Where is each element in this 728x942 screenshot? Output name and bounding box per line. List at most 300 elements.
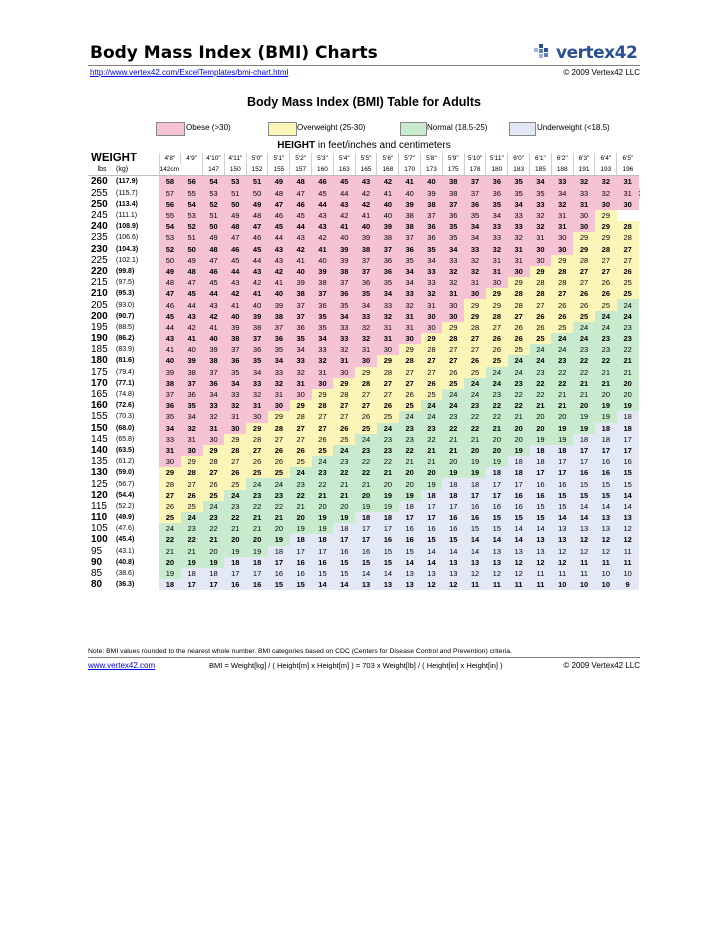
height-cm-cell: 193 <box>595 164 617 176</box>
bmi-cell: 19 <box>464 456 486 467</box>
weight-lbs: 215 <box>91 277 108 289</box>
bmi-cell: 13 <box>573 523 595 534</box>
bmi-cell: 17 <box>246 568 268 579</box>
bmi-cell: 17 <box>290 546 312 557</box>
bmi-cell: 32 <box>246 389 268 400</box>
bmi-cell: 21 <box>573 378 595 389</box>
bmi-cell: 37 <box>312 288 334 299</box>
bmi-cell: 21 <box>377 467 399 478</box>
bmi-cell: 15 <box>530 512 552 523</box>
weight-kg: (102.1) <box>116 256 139 264</box>
bmi-cell: 16 <box>595 467 617 478</box>
bmi-cell: 12 <box>508 557 530 568</box>
bmi-cell: 36 <box>486 188 508 199</box>
bmi-cell: 12 <box>551 557 573 568</box>
bmi-cell: 31 <box>421 299 443 310</box>
bmi-cell: 15 <box>333 557 355 568</box>
weight-lbs: 85 <box>91 568 103 580</box>
bmi-cell: 36 <box>312 299 334 310</box>
weight-lbs: 125 <box>91 478 108 490</box>
bmi-cell: 49 <box>181 255 203 266</box>
bmi-cell: 31 <box>355 344 377 355</box>
bmi-cell: 28 <box>486 311 508 322</box>
bmi-cell: 32 <box>377 311 399 322</box>
bmi-cell: 17 <box>486 478 508 489</box>
bmi-cell: 14 <box>421 546 443 557</box>
weight-lbs: 195 <box>91 321 108 333</box>
bmi-cell: 36 <box>377 255 399 266</box>
weight-lbs: 190 <box>91 333 108 345</box>
weight-lbs: 95 <box>91 545 103 557</box>
bmi-cell: 20 <box>268 523 290 534</box>
bmi-cell: 27 <box>203 467 225 478</box>
height-title-bold: HEIGHT <box>277 140 316 151</box>
bmi-cell: 31 <box>508 255 530 266</box>
bmi-cell: 12 <box>617 523 639 534</box>
bmi-cell: 15 <box>290 579 312 590</box>
bmi-cell: 19 <box>355 501 377 512</box>
bmi-cell: 24 <box>333 445 355 456</box>
bmi-cell: 27 <box>290 423 312 434</box>
bmi-cell: 49 <box>268 176 290 188</box>
bmi-cell: 12 <box>595 546 617 557</box>
bmi-cell: 40 <box>333 232 355 243</box>
bmi-cell: 18 <box>595 423 617 434</box>
bmi-cell: 19 <box>333 512 355 523</box>
bmi-cell: 14 <box>399 557 421 568</box>
bmi-cell: 34 <box>290 344 312 355</box>
height-cm-cell: 165 <box>355 164 377 176</box>
bmi-cell: 30 <box>530 255 552 266</box>
bmi-cell: 21 <box>421 456 443 467</box>
bmi-cell: 27 <box>573 266 595 277</box>
bmi-cell: 48 <box>203 244 225 255</box>
bmi-cell: 13 <box>377 579 399 590</box>
bmi-cell: 46 <box>246 232 268 243</box>
bmi-cell: 25 <box>377 411 399 422</box>
bmi-cell: 18 <box>573 434 595 445</box>
bmi-cell: 15 <box>442 534 464 545</box>
bmi-cell: 17 <box>181 579 203 590</box>
bmi-cell: 33 <box>421 266 443 277</box>
bmi-cell: 50 <box>224 199 246 210</box>
weight-lbs: 170 <box>91 377 108 389</box>
bmi-cell: 19 <box>312 512 334 523</box>
bmi-cell: 28 <box>312 400 334 411</box>
bmi-cell: 29 <box>595 232 617 243</box>
bmi-cell: 38 <box>355 244 377 255</box>
bmi-cell: 12 <box>617 534 639 545</box>
bmi-cell: 37 <box>203 367 225 378</box>
bmi-cell: 34 <box>551 188 573 199</box>
weight-title: WEIGHT <box>91 153 137 165</box>
bmi-cell: 37 <box>355 266 377 277</box>
bmi-cell: 23 <box>595 344 617 355</box>
bmi-cell: 48 <box>268 188 290 199</box>
height-cm-cell: 152 <box>246 164 268 176</box>
table-row <box>88 523 639 534</box>
weight-kg: (59.0) <box>116 469 135 477</box>
height-cm-cell: 173 <box>421 164 443 176</box>
bmi-cell: 24 <box>573 333 595 344</box>
bmi-cell: 26 <box>573 288 595 299</box>
bmi-cell: 29 <box>181 456 203 467</box>
bmi-cell: 14 <box>464 534 486 545</box>
bmi-cell: 27 <box>312 423 334 434</box>
bmi-cell: 14 <box>508 534 530 545</box>
bmi-cell: 19 <box>551 434 573 445</box>
weight-kg: (49.9) <box>116 514 135 522</box>
bmi-cell: 25 <box>290 456 312 467</box>
bmi-cell: 50 <box>181 244 203 255</box>
bmi-cell: 48 <box>290 176 312 188</box>
weight-kg: (72.6) <box>116 402 135 410</box>
bmi-cell: 14 <box>442 546 464 557</box>
bmi-cell: 40 <box>421 176 443 188</box>
bmi-cell: 50 <box>159 255 181 266</box>
bmi-cell: 26 <box>246 456 268 467</box>
weight-kg: (68.0) <box>116 424 135 432</box>
bmi-cell: 35 <box>442 232 464 243</box>
bmi-cell: 33 <box>442 255 464 266</box>
bmi-cell: 16 <box>508 501 530 512</box>
bmi-cell: 35 <box>312 322 334 333</box>
bmi-cell: 42 <box>224 288 246 299</box>
bmi-cell: 27 <box>530 299 552 310</box>
weight-lbs: 80 <box>91 579 103 591</box>
weight-lbs: 110 <box>91 512 108 524</box>
bmi-cell: 30 <box>399 333 421 344</box>
height-cm-cell: 150 <box>224 164 246 176</box>
bmi-cell: 19 <box>203 557 225 568</box>
height-ft-cell: 5'0" <box>246 153 268 164</box>
bmi-cell: 37 <box>377 244 399 255</box>
bmi-cell: 26 <box>159 501 181 512</box>
bmi-cell: 12 <box>573 534 595 545</box>
bmi-cell: 13 <box>399 579 421 590</box>
bmi-cell: 46 <box>312 176 334 188</box>
bmi-cell: 26 <box>530 311 552 322</box>
bmi-cell: 17 <box>399 512 421 523</box>
bmi-cell: 10 <box>595 568 617 579</box>
bmi-cell: 33 <box>486 221 508 232</box>
bmi-cell: 17 <box>617 445 639 456</box>
bmi-cell: 32 <box>290 367 312 378</box>
bmi-cell: 28 <box>573 255 595 266</box>
table-row <box>88 355 639 366</box>
weight-kg: (52.2) <box>116 502 135 510</box>
bmi-cell: 19 <box>464 467 486 478</box>
bmi-cell: 25 <box>159 512 181 523</box>
bmi-cell: 41 <box>159 344 181 355</box>
height-ft-cell: 5'7" <box>399 153 421 164</box>
bmi-cell: 24 <box>181 512 203 523</box>
bmi-cell: 43 <box>312 210 334 221</box>
bmi-cell: 28 <box>508 299 530 310</box>
bmi-cell: 27 <box>355 400 377 411</box>
bmi-cell: 18 <box>486 467 508 478</box>
lbs-header: lbs <box>88 164 116 176</box>
height-cm-cell: 142cm <box>159 164 203 176</box>
bmi-cell: 34 <box>464 232 486 243</box>
bmi-cell: 21 <box>268 512 290 523</box>
bmi-cell: 14 <box>617 490 639 501</box>
bmi-cell: 16 <box>442 512 464 523</box>
bmi-cell: 35 <box>268 344 290 355</box>
bmi-cell: 27 <box>377 389 399 400</box>
bmi-cell: 48 <box>159 277 181 288</box>
bmi-cell: 10 <box>573 579 595 590</box>
bmi-cell: 13 <box>464 557 486 568</box>
bmi-cell: 23 <box>508 378 530 389</box>
height-ft-cell: 5'1" <box>268 153 290 164</box>
bmi-cell: 12 <box>421 579 443 590</box>
legend <box>88 122 640 136</box>
bmi-cell: 27 <box>464 344 486 355</box>
bmi-cell: 26 <box>551 299 573 310</box>
bmi-cell: 14 <box>617 501 639 512</box>
bmi-cell: 41 <box>203 322 225 333</box>
bmi-cell: 42 <box>290 244 312 255</box>
bmi-cell: 45 <box>181 288 203 299</box>
bmi-cell: 38 <box>290 288 312 299</box>
bmi-cell: 18 <box>377 512 399 523</box>
bmi-cell: 27 <box>159 490 181 501</box>
bmi-cell: 32 <box>399 299 421 310</box>
bmi-cell: 22 <box>595 355 617 366</box>
bmi-cell: 18 <box>442 478 464 489</box>
bmi-cell: 37 <box>464 176 486 188</box>
bmi-cell: 30 <box>551 244 573 255</box>
bmi-cell: 34 <box>355 299 377 310</box>
bmi-cell: 36 <box>399 244 421 255</box>
bmi-cell: 24 <box>595 322 617 333</box>
bmi-cell: 21 <box>290 501 312 512</box>
bmi-cell: 33 <box>246 378 268 389</box>
bmi-cell: 11 <box>595 557 617 568</box>
bmi-cell: 19 <box>442 467 464 478</box>
bmi-cell: 26 <box>333 423 355 434</box>
bmi-cell: 13 <box>442 557 464 568</box>
bmi-cell: 42 <box>268 266 290 277</box>
table-row <box>88 557 639 568</box>
bmi-cell: 31 <box>290 378 312 389</box>
bmi-cell: 25 <box>399 400 421 411</box>
bmi-cell: 13 <box>530 546 552 557</box>
bmi-cell: 28 <box>530 277 552 288</box>
bmi-cell: 33 <box>268 367 290 378</box>
bmi-cell: 24 <box>203 501 225 512</box>
bmi-cell: 12 <box>595 534 617 545</box>
bmi-cell: 23 <box>224 501 246 512</box>
bmi-cell: 48 <box>246 210 268 221</box>
bmi-cell: 30 <box>268 400 290 411</box>
bmi-cell: 19 <box>224 546 246 557</box>
bmi-cell: 26 <box>312 434 334 445</box>
footer-link[interactable]: www.vertex42.com <box>88 661 156 670</box>
bmi-cell: 16 <box>268 568 290 579</box>
bmi-cell: 11 <box>530 579 552 590</box>
bmi-cell: 22 <box>486 411 508 422</box>
bmi-cell: 51 <box>181 232 203 243</box>
bmi-cell: 22 <box>377 456 399 467</box>
table-row <box>88 423 639 434</box>
bmi-cell: 21 <box>333 490 355 501</box>
bmi-cell: 21 <box>399 456 421 467</box>
bmi-cell: 35 <box>508 188 530 199</box>
weight-lbs: 145 <box>91 433 108 445</box>
weight-lbs: 225 <box>91 254 108 266</box>
bmi-cell: 53 <box>159 232 181 243</box>
bmi-cell: 30 <box>530 244 552 255</box>
bmi-cell: 28 <box>464 322 486 333</box>
height-ft-cell: 6'2" <box>551 153 573 164</box>
bmi-cell: 36 <box>246 344 268 355</box>
header-link[interactable]: http://www.vertex42.com/ExcelTemplates/bmi-chart.html <box>90 68 289 77</box>
bmi-cell: 44 <box>159 322 181 333</box>
weight-lbs: 255 <box>91 187 108 199</box>
bmi-cell: 29 <box>486 288 508 299</box>
bmi-cell: 22 <box>203 523 225 534</box>
bmi-cell: 31 <box>442 288 464 299</box>
bmi-cell: 30 <box>486 277 508 288</box>
bmi-cell: 27 <box>268 434 290 445</box>
vertex42-logo-icon <box>532 42 554 64</box>
bmi-cell: 29 <box>290 400 312 411</box>
legend-swatch-underweight <box>509 122 536 136</box>
bmi-cell: 34 <box>333 311 355 322</box>
weight-kg: (93.0) <box>116 301 135 309</box>
bmi-cell: 29 <box>312 389 334 400</box>
bmi-cell: 31 <box>224 411 246 422</box>
bmi-cell: 29 <box>355 367 377 378</box>
bmi-cell: 27 <box>573 277 595 288</box>
bmi-cell: 19 <box>551 423 573 434</box>
bmi-cell: 21 <box>573 389 595 400</box>
bmi-cell: 29 <box>246 423 268 434</box>
bmi-cell: 15 <box>595 478 617 489</box>
bmi-cell: 43 <box>312 221 334 232</box>
bmi-cell: 28 <box>442 333 464 344</box>
bmi-cell: 39 <box>290 277 312 288</box>
bmi-cell: 20 <box>224 534 246 545</box>
bmi-cell: 35 <box>290 333 312 344</box>
bmi-cell: 22 <box>159 534 181 545</box>
bmi-cell: 23 <box>617 322 639 333</box>
bmi-cell: 22 <box>486 400 508 411</box>
bmi-cell: 22 <box>530 389 552 400</box>
bmi-cell: 32 <box>464 255 486 266</box>
bmi-cell: 45 <box>290 210 312 221</box>
footer-divider <box>88 657 640 658</box>
bmi-cell: 41 <box>355 210 377 221</box>
bmi-cell: 38 <box>181 367 203 378</box>
bmi-cell: 31 <box>203 423 225 434</box>
table-row <box>88 400 639 411</box>
bmi-cell: 34 <box>246 367 268 378</box>
bmi-cell: 17 <box>551 467 573 478</box>
bmi-cell: 11 <box>573 568 595 579</box>
bmi-cell: 30 <box>617 199 639 210</box>
table-row <box>88 221 639 232</box>
bmi-cell: 27 <box>617 244 639 255</box>
bmi-cell: 13 <box>595 523 617 534</box>
weight-lbs: 205 <box>91 299 108 311</box>
weight-kg: (74.8) <box>116 391 135 399</box>
bmi-cell: 30 <box>421 322 443 333</box>
bmi-cell: 24 <box>355 434 377 445</box>
legend-swatch-normal <box>400 122 427 136</box>
bmi-cell: 35 <box>181 400 203 411</box>
bmi-cell: 43 <box>246 266 268 277</box>
bmi-cell: 32 <box>530 210 552 221</box>
footer-copyright: © 2009 Vertex42 LLC <box>563 661 640 670</box>
bmi-cell: 33 <box>159 434 181 445</box>
bmi-cell: 23 <box>312 467 334 478</box>
bmi-cell: 39 <box>421 188 443 199</box>
height-title <box>88 140 640 151</box>
height-ft-cell: 5'2" <box>290 153 312 164</box>
bmi-cell: 26 <box>442 367 464 378</box>
bmi-cell: 39 <box>355 232 377 243</box>
bmi-cell: 36 <box>181 389 203 400</box>
weight-lbs: 240 <box>91 221 108 233</box>
bmi-cell: 21 <box>442 434 464 445</box>
bmi-cell: 15 <box>508 512 530 523</box>
bmi-cell: 32 <box>551 199 573 210</box>
weight-lbs: 230 <box>91 243 108 255</box>
bmi-cell: 29 <box>268 411 290 422</box>
height-ft-cell: 6'4" <box>595 153 617 164</box>
bmi-cell: 39 <box>246 311 268 322</box>
bmi-cell: 21 <box>246 512 268 523</box>
bmi-cell: 40 <box>312 255 334 266</box>
bmi-cell: 26 <box>421 378 443 389</box>
bmi-cell: 15 <box>551 501 573 512</box>
bmi-cell: 15 <box>573 478 595 489</box>
bmi-cell: 28 <box>421 344 443 355</box>
bmi-cell: 43 <box>268 244 290 255</box>
bmi-cell: 22 <box>355 456 377 467</box>
bmi-cell: 15 <box>333 568 355 579</box>
bmi-cell: 42 <box>355 199 377 210</box>
bmi-cell: 29 <box>333 378 355 389</box>
bmi-cell: 24 <box>486 378 508 389</box>
bmi-cell: 33 <box>530 199 552 210</box>
bmi-cell: 17 <box>573 445 595 456</box>
bmi-cell: 30 <box>377 344 399 355</box>
bmi-cell: 20 <box>530 423 552 434</box>
bmi-cell: 53 <box>203 188 225 199</box>
bmi-cell: 34 <box>224 378 246 389</box>
bmi-cell: 43 <box>181 311 203 322</box>
bmi-cell: 28 <box>508 288 530 299</box>
bmi-cell: 25 <box>333 434 355 445</box>
bmi-table <box>88 153 639 590</box>
bmi-cell: 26 <box>508 333 530 344</box>
bmi-cell: 37 <box>290 299 312 310</box>
bmi-cell: 22 <box>551 378 573 389</box>
bmi-cell: 31 <box>617 176 639 188</box>
bmi-cell: 39 <box>333 244 355 255</box>
bmi-cell: 49 <box>159 266 181 277</box>
bmi-cell: 43 <box>290 232 312 243</box>
bmi-cell: 20 <box>595 389 617 400</box>
bmi-cell: 22 <box>312 478 334 489</box>
bmi-cell: 22 <box>268 501 290 512</box>
bmi-cell: 35 <box>421 244 443 255</box>
bmi-cell: 30 <box>355 355 377 366</box>
